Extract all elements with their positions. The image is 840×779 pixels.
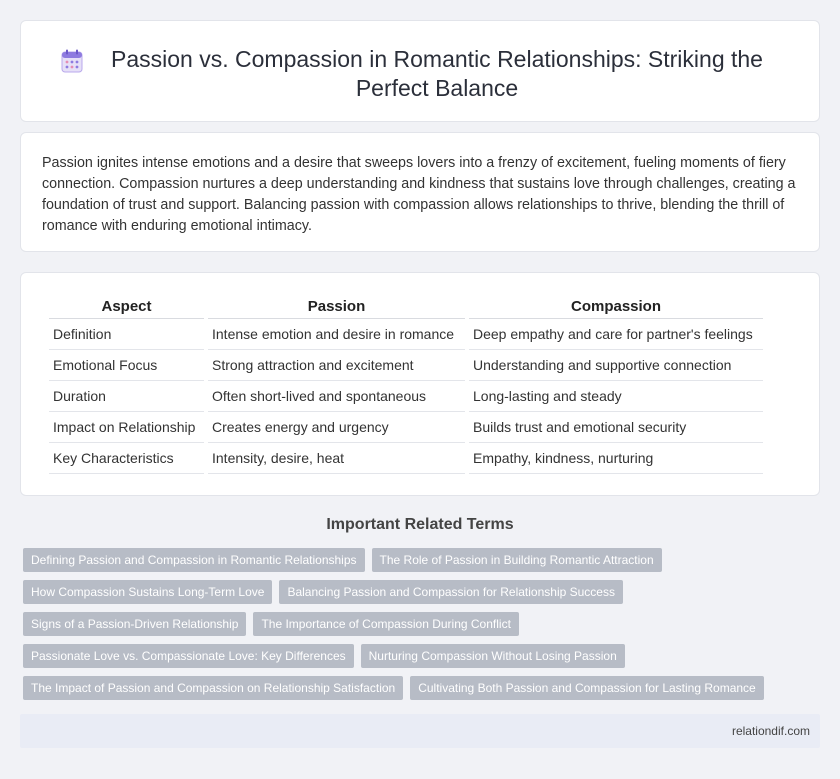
related-term-tag[interactable]: The Impact of Passion and Compassion on Relationship Satisfaction [23,676,403,700]
intro-paragraph: Passion ignites intense emotions and a desire that sweeps lovers into a frenzy of excitement, fueling moments of fiery connection. Compassion nurtures a deep understanding and kindness that sustains love through challenges, creating a foundation of trust and support. Balancing passion with compassion allows relationships to thrive, blending the thrill of romance with enduring emotional intimacy. [42,155,796,234]
table-row [49,443,763,474]
table-cell: Emotional Focus [49,350,204,381]
table-cell: Long-lasting and steady [469,381,763,412]
related-term-tag[interactable]: Passionate Love vs. Compassionate Love: Key Differences [23,644,354,668]
related-term-tag[interactable]: Defining Passion and Compassion in Romantic Relationships [23,548,365,572]
related-term-tag[interactable]: Signs of a Passion-Driven Relationship [23,612,246,636]
footer [20,714,820,748]
table-cell: Builds trust and emotional security [469,412,763,443]
table-cell: Duration [49,381,204,412]
related-term-tag[interactable]: Nurturing Compassion Without Losing Passion [361,644,625,668]
comparison-card [20,272,820,496]
related-term-tag[interactable]: The Role of Passion in Building Romantic Attraction [372,548,662,572]
tag-row [23,612,823,636]
table-row [49,381,763,412]
tag-row [23,580,823,604]
table-cell: Understanding and supportive connection [469,350,763,381]
comparison-table [45,295,767,474]
related-term-tag[interactable]: The Importance of Compassion During Conflict [253,612,518,636]
intro-card [20,132,820,252]
column-header-passion: Passion [208,295,465,319]
column-header-compassion: Compassion [469,295,763,319]
table-cell: Intense emotion and desire in romance [208,319,465,350]
table-cell: Deep empathy and care for partner's feelings [469,319,763,350]
table-cell: Key Characteristics [49,443,204,474]
tag-row [23,548,823,572]
tag-row [23,644,823,668]
column-header-aspect: Aspect [49,295,204,319]
table-cell: Empathy, kindness, nurturing [469,443,763,474]
footer-site-link[interactable]: relationdif.com [731,724,810,738]
title-card [20,20,820,122]
related-terms-heading: Important Related Terms [326,516,514,533]
related-term-tag[interactable]: Cultivating Both Passion and Compassion for Lasting Romance [410,676,764,700]
table-cell: Impact on Relationship [49,412,204,443]
table-cell: Intensity, desire, heat [208,443,465,474]
related-terms-list [23,548,823,708]
table-header-row [49,295,763,319]
table-row [49,350,763,381]
table-cell: Creates energy and urgency [208,412,465,443]
related-term-tag[interactable]: How Compassion Sustains Long-Term Love [23,580,272,604]
related-term-tag[interactable]: Balancing Passion and Compassion for Relationship Success [279,580,623,604]
table-row [49,319,763,350]
table-cell: Definition [49,319,204,350]
page-title: Passion vs. Compassion in Romantic Relationships: Striking the Perfect Balance [111,46,763,101]
table-row [49,412,763,443]
tag-row [23,676,823,700]
table-cell: Often short-lived and spontaneous [208,381,465,412]
table-cell: Strong attraction and excitement [208,350,465,381]
